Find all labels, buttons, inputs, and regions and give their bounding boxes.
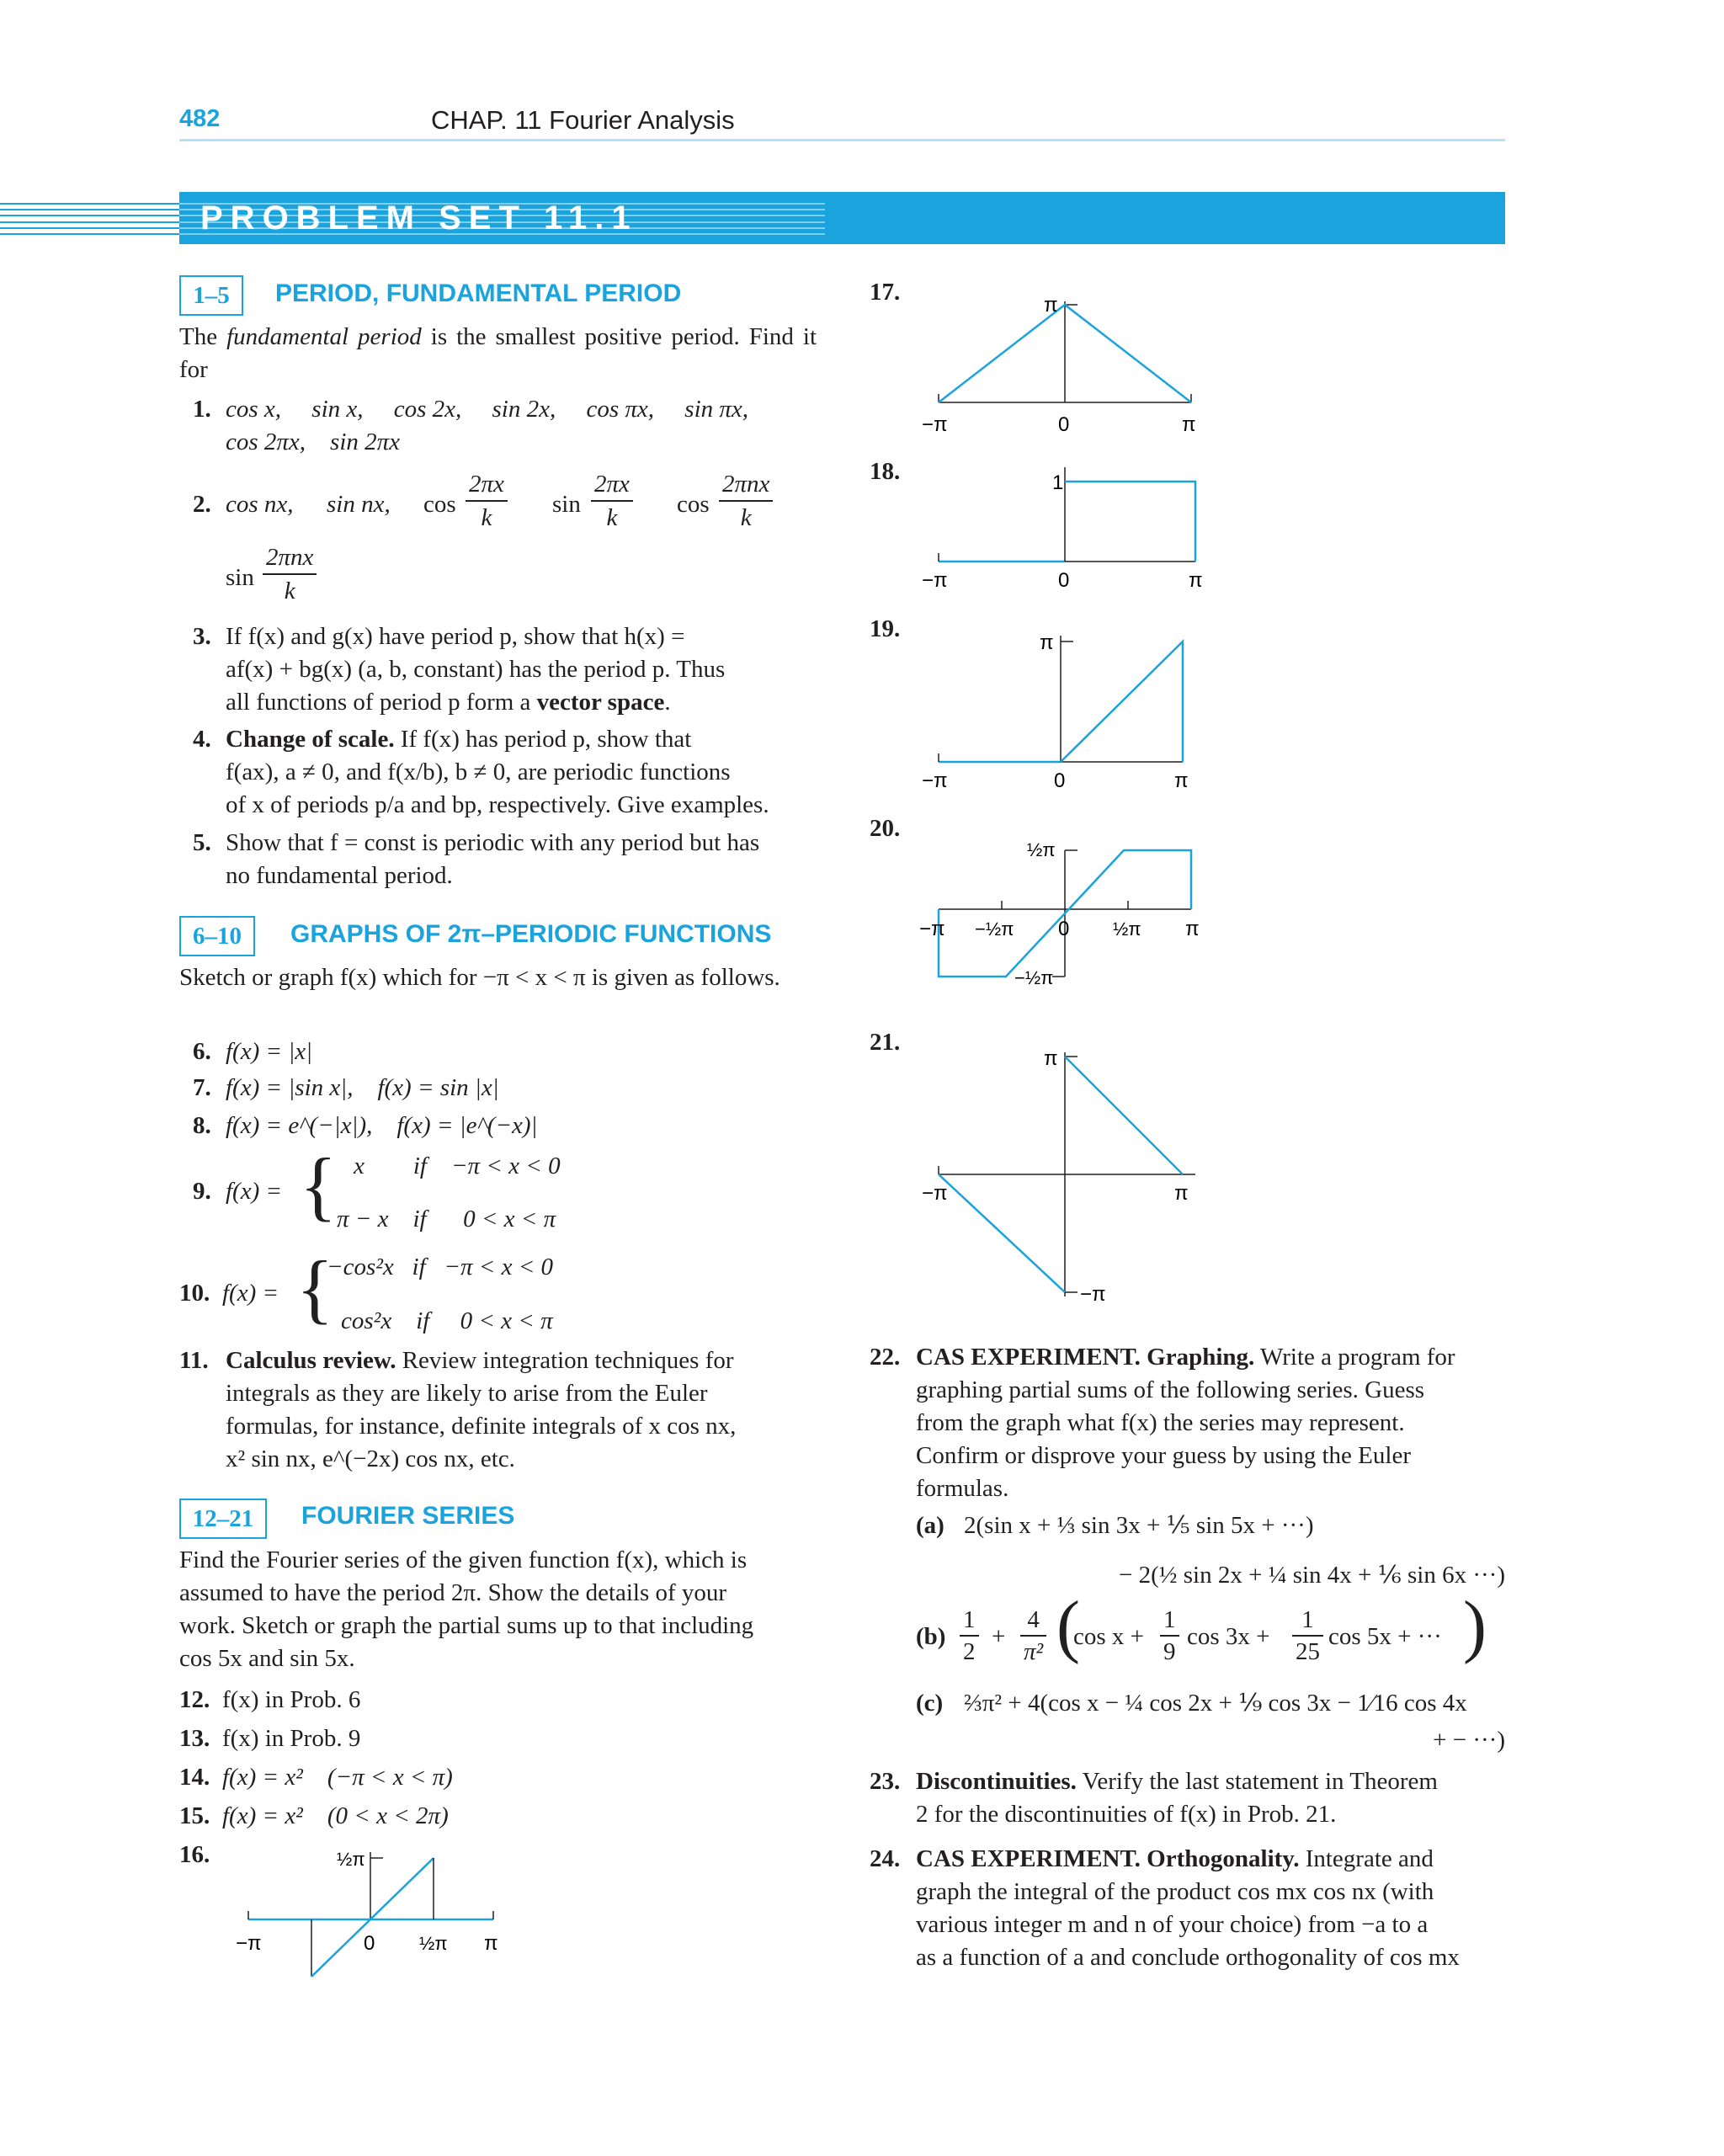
problem-23-text: Discontinuities. Verify the last statement in Theorem 2 for the discontinuities of f(x) in Prob. 21. bbox=[916, 1768, 1438, 1828]
fig19-tick-label-zero: 0 bbox=[1054, 769, 1066, 792]
problem-2-frac-4: 2πnx k bbox=[263, 541, 317, 607]
section-title-fourier: FOURIER SERIES bbox=[301, 1502, 515, 1530]
fig19-tick-label-pi-y: π bbox=[1040, 631, 1054, 654]
problem-2-cos: cos bbox=[423, 491, 456, 518]
series-b-paren-close: ) bbox=[1463, 1587, 1487, 1665]
figure-21-label: 21. bbox=[870, 1029, 901, 1056]
figure-20 bbox=[918, 821, 1237, 1006]
problem-10-number: 10. bbox=[179, 1280, 210, 1307]
problem-8-text: f(x) = e^(−|x|), f(x) = |e^(−x)| bbox=[226, 1112, 538, 1139]
problem-16-number: 16. bbox=[179, 1841, 210, 1868]
fig20-tick-label-zero: 0 bbox=[1058, 918, 1070, 940]
fig21-curve-left bbox=[939, 1174, 1065, 1292]
problem-22-number: 22. bbox=[870, 1344, 901, 1371]
series-a-line-2: − 2(½ sin 2x + ¼ sin 4x + ⅙ sin 6x ···) bbox=[1119, 1562, 1505, 1589]
fig16-curve-ramp bbox=[311, 1858, 434, 1977]
fig16-tick-label-zero: 0 bbox=[364, 1932, 375, 1955]
fig18-curve-one bbox=[1065, 482, 1195, 562]
series-c-label: (c) bbox=[916, 1690, 944, 1717]
problem-13-number: 13. bbox=[179, 1725, 210, 1752]
series-c-line-1: ⅔π² + 4(cos x − ¼ cos 2x + ⅑ cos 3x − 1⁄16 cos 4x bbox=[964, 1690, 1467, 1717]
fig21-tick-label-neg-pi: −π bbox=[922, 1182, 948, 1205]
page-number: 482 bbox=[179, 105, 221, 132]
problem-5-number: 5. bbox=[193, 829, 211, 856]
series-c-line-2: + − ···) bbox=[1433, 1727, 1505, 1754]
problem-7-number: 7. bbox=[193, 1074, 211, 1101]
fig20-tick-label-half-pi-x: ½π bbox=[1113, 918, 1141, 940]
fig20-tick-label-neg-half-pi-y: −½π bbox=[1014, 967, 1054, 988]
series-b-frac-half: $\frac{1}{2}$ bbox=[960, 1605, 979, 1667]
problem-10-case-2: cos²x if 0 < x < π bbox=[341, 1307, 553, 1334]
header-rule bbox=[179, 139, 1505, 141]
problem-9-case-2: π − x if 0 < x < π bbox=[337, 1206, 556, 1232]
section-range-6-10: 6–10 bbox=[179, 916, 255, 956]
problem-10-case-1: −cos²x if −π < x < 0 bbox=[327, 1254, 554, 1280]
series-b-cos-3x: cos 3x + bbox=[1187, 1623, 1270, 1650]
fig21-tick-label-neg-pi-y: −π bbox=[1080, 1283, 1106, 1306]
problem-9-case-1: x if −π < x < 0 bbox=[354, 1153, 561, 1179]
series-b-frac-ninth: $\frac{1}{9}$ bbox=[1160, 1605, 1179, 1667]
problem-2-number: 2. bbox=[193, 491, 211, 518]
problem-10-brace: { bbox=[296, 1245, 334, 1331]
problem-24-text: CAS EXPERIMENT. Orthogonality. Integrate and graph the integral of the product cos mx cos nx (with various integer m and n of your choice) from −a to a as a function of a and conclude orthogonality of cos mx bbox=[916, 1845, 1460, 1971]
problem-2-cos-2: cos bbox=[677, 491, 710, 518]
problem-12-text: f(x) in Prob. 6 bbox=[222, 1686, 361, 1713]
problem-4-text: Change of scale. If f(x) has period p, show that f(ax), a ≠ 0, and f(x/b), b ≠ 0, are periodic functions of x of periods p/a and bp, respectively. Give examples. bbox=[226, 726, 769, 818]
figure-17 bbox=[918, 286, 1237, 438]
figure-19-label: 19. bbox=[870, 615, 901, 642]
section-title-graphs: GRAPHS OF 2π–PERIODIC FUNCTIONS bbox=[290, 920, 772, 948]
problem-1-line-1: cos x, sin x, cos 2x, sin 2x, cos πx, sin πx, bbox=[226, 396, 749, 423]
fig17-tick-label-neg-pi: −π bbox=[922, 413, 948, 436]
problem-1-line-2: cos 2πx, sin 2πx bbox=[226, 429, 401, 455]
problem-2-sin: sin bbox=[552, 491, 581, 518]
section-3-intro: Find the Fourier series of the given function f(x), which is assumed to have the period 2π. Show the details of your work. Sketch or graph the partial sums up to that including cos 5x and sin 5x. bbox=[179, 1546, 754, 1672]
fig18-tick-label-neg-pi: −π bbox=[922, 569, 948, 592]
problem-14-number: 14. bbox=[179, 1764, 210, 1791]
problem-15-text: f(x) = x² (0 < x < 2π) bbox=[222, 1802, 449, 1829]
fig21-curve-right bbox=[1065, 1057, 1183, 1174]
series-a-label: (a) bbox=[916, 1512, 944, 1539]
fig16-tick-label-pi: π bbox=[484, 1932, 498, 1955]
fig20-tick-label-pi: π bbox=[1185, 918, 1200, 940]
problem-13-text: f(x) in Prob. 9 bbox=[222, 1725, 361, 1752]
fig19-curve-ramp bbox=[1061, 641, 1183, 762]
banner-title: PROBLEM SET 11.1 bbox=[200, 200, 638, 237]
series-b-paren-open: ( bbox=[1056, 1587, 1080, 1665]
fig17-tick-label-zero: 0 bbox=[1058, 413, 1070, 436]
problem-3-number: 3. bbox=[193, 623, 211, 650]
section-1-intro: The fundamental period is the smallest positive period. Find it for bbox=[179, 323, 817, 383]
fig16-tick-label-half-pi-y: ½π bbox=[337, 1849, 365, 1870]
figure-20-label: 20. bbox=[870, 815, 901, 842]
figure-17-label: 17. bbox=[870, 279, 901, 306]
figure-16 bbox=[227, 1835, 513, 1978]
problem-2-cos-nx: cos nx, bbox=[226, 491, 294, 518]
series-b-frac-25th: $\frac{1}{25}$ bbox=[1292, 1605, 1323, 1667]
fig18-tick-label-one: 1 bbox=[1052, 471, 1064, 494]
section-range-12-21: 12–21 bbox=[179, 1499, 267, 1539]
fig20-tick-label-half-pi-y: ½π bbox=[1027, 839, 1056, 860]
fig21-tick-label-pi: π bbox=[1174, 1182, 1189, 1205]
problem-4-number: 4. bbox=[193, 726, 211, 753]
problem-9-lhs: f(x) = bbox=[226, 1178, 283, 1205]
chapter-title: CHAP. 11 Fourier Analysis bbox=[431, 105, 735, 135]
fig18-tick-label-pi: π bbox=[1189, 569, 1203, 592]
fig20-tick-label-neg-half-pi-x: −½π bbox=[975, 918, 1014, 940]
problem-6-text: f(x) = |x| bbox=[226, 1038, 313, 1065]
fig17-tick-label-pi-y: π bbox=[1044, 294, 1058, 317]
problem-2-frac-2: $\frac{2\pi x}{k}$ bbox=[591, 468, 633, 534]
series-b-label: (b) bbox=[916, 1623, 946, 1650]
problem-3-text: If f(x) and g(x) have period p, show that h(x) = af(x) + bg(x) (a, b, constant) has the period p. Thus all functions of period p form a vector space. bbox=[226, 623, 726, 716]
problem-14-text: f(x) = x² (−π < x < π) bbox=[222, 1764, 453, 1791]
series-b-frac-four-pi: $\frac{4}{\text{π²}}$ bbox=[1020, 1605, 1046, 1667]
problem-10-lhs: f(x) = bbox=[222, 1280, 279, 1307]
problem-9-brace: { bbox=[300, 1142, 338, 1228]
fig18-tick-label-zero: 0 bbox=[1058, 569, 1070, 592]
problem-11-text: Calculus review. Review integration techniques for integrals as they are likely to arise from the Euler formulas, for instance, definite integrals of x cos nx, x² sin nx, e^(−2x) cos nx, etc. bbox=[226, 1347, 737, 1472]
problem-5-text: Show that f = const is periodic with any period but has no fundamental period. bbox=[226, 829, 760, 889]
problem-22-text: CAS EXPERIMENT. Graphing. Write a program for graphing partial sums of the following series. Guess from the graph what f(x) the series may represent. Confirm or disprove your guess by using the Euler formulas. bbox=[916, 1344, 1455, 1502]
problem-2-frac-3: 2πnx k bbox=[719, 468, 773, 534]
series-b-cos-5x: cos 5x + ··· bbox=[1328, 1623, 1442, 1650]
series-b-cos-x: cos x + bbox=[1073, 1623, 1145, 1650]
figure-18 bbox=[918, 459, 1237, 602]
fig19-tick-label-pi: π bbox=[1174, 769, 1189, 792]
problem-8-number: 8. bbox=[193, 1112, 211, 1139]
figure-18-label: 18. bbox=[870, 458, 901, 485]
problem-9-number: 9. bbox=[193, 1178, 211, 1205]
problem-2-sin-nx: sin nx, bbox=[327, 491, 391, 518]
fig16-tick-label-half-pi-x: ½π bbox=[419, 1933, 448, 1954]
series-a-line-1: 2(sin x + ⅓ sin 3x + ⅕ sin 5x + ···) bbox=[964, 1512, 1314, 1539]
problem-7-text: f(x) = |sin x|, f(x) = sin |x| bbox=[226, 1074, 499, 1101]
problem-15-number: 15. bbox=[179, 1802, 210, 1829]
series-b-plus: + bbox=[992, 1623, 1006, 1650]
figure-19 bbox=[918, 619, 1237, 796]
problem-23-number: 23. bbox=[870, 1768, 901, 1795]
fig19-tick-label-neg-pi: −π bbox=[922, 769, 948, 792]
problem-6-number: 6. bbox=[193, 1038, 211, 1065]
fig20-tick-label-neg-pi: −π bbox=[919, 918, 945, 940]
fig17-tick-label-pi: π bbox=[1182, 413, 1196, 436]
problem-1-number: 1. bbox=[193, 396, 211, 423]
problem-11-number: 11. bbox=[179, 1347, 209, 1374]
problem-24-number: 24. bbox=[870, 1845, 901, 1872]
fig16-tick-label-neg-pi: −π bbox=[236, 1932, 262, 1955]
problem-2-frac-1: $\frac{2\pi x}{k}$ bbox=[466, 468, 508, 534]
section-title-period: PERIOD, FUNDAMENTAL PERIOD bbox=[275, 279, 682, 307]
figure-21 bbox=[918, 1040, 1237, 1309]
problem-12-number: 12. bbox=[179, 1686, 210, 1713]
section-range-1-5: 1–5 bbox=[179, 275, 243, 316]
problem-2-sin-2: sin bbox=[226, 564, 254, 591]
section-2-intro: Sketch or graph f(x) which for −π < x < π is given as follows. bbox=[179, 964, 780, 991]
fig21-tick-label-pi-y: π bbox=[1044, 1047, 1058, 1070]
